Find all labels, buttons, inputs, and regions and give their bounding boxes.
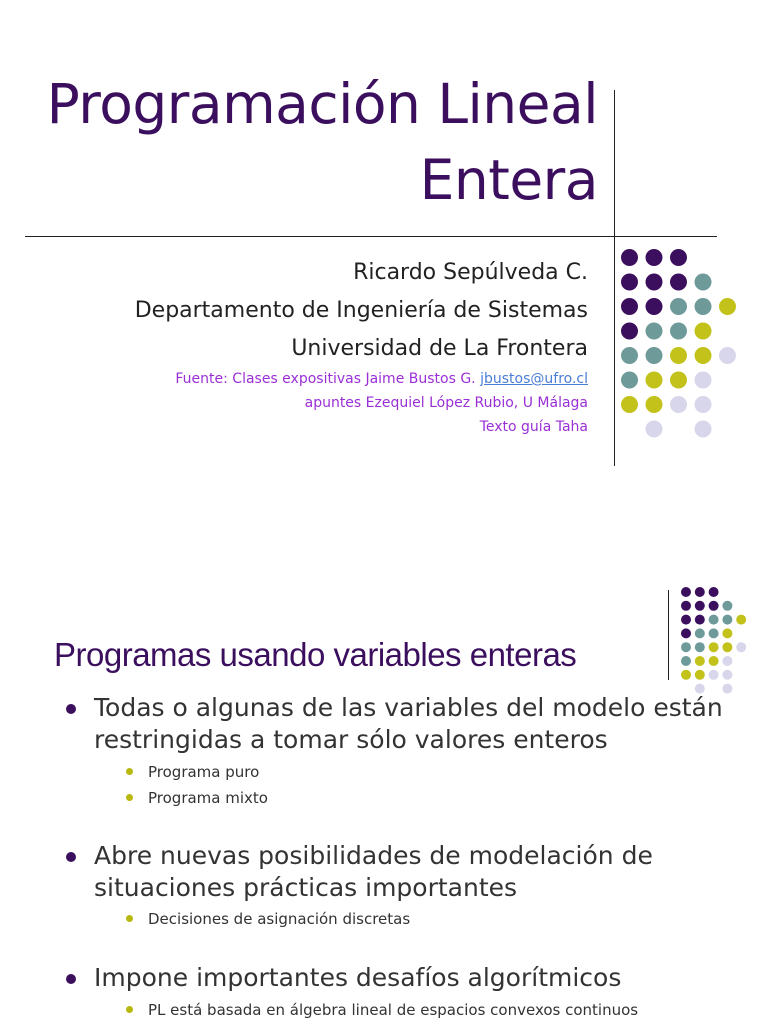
slide2-title: Programas usando variables enteras [54, 636, 577, 673]
decor-dot [695, 670, 705, 680]
decor-dot [736, 642, 746, 652]
decor-dot [722, 670, 732, 680]
decor-dot [646, 347, 663, 364]
source-line-1 [0, 371, 588, 387]
main-title [18, 66, 598, 218]
decor-dot [709, 642, 719, 652]
source-prefix: Fuente: Clases expositivas Jaime Bustos G. [175, 371, 481, 387]
decor-dot [670, 396, 687, 413]
decor-dot [681, 587, 691, 597]
author-name: Ricardo Sepúlveda C. [353, 260, 588, 285]
decor-dot [621, 396, 638, 413]
decor-dot [670, 347, 687, 364]
decor-dot [722, 656, 732, 666]
decor-dot [695, 587, 705, 597]
decor-dot [695, 421, 712, 438]
decor-dot [709, 670, 719, 680]
bullet-1: Todas o algunas de las variables del modelo están restringidas a tomar sólo valores enteros [94, 692, 734, 756]
bullet-3: Impone importantes desafíos algorítmicos [94, 962, 734, 994]
decor-dot [621, 274, 638, 291]
sub-bullet-1-2: Programa mixto [148, 789, 268, 807]
decor-dot [670, 298, 687, 315]
decor-dot [695, 642, 705, 652]
decor-dot [722, 628, 732, 638]
decor-dot [709, 601, 719, 611]
vertical-divider [614, 90, 615, 466]
decor-dot [646, 372, 663, 389]
decor-dot [621, 347, 638, 364]
decor-dot [646, 274, 663, 291]
decor-dot [621, 372, 638, 389]
source-email-link[interactable]: jbustos@ufro.cl [480, 371, 588, 387]
decor-dot [621, 298, 638, 315]
decor-dot [621, 249, 638, 266]
sub-bullet-3-1: PL está basada en álgebra lineal de espacios convexos continuos [148, 1001, 639, 1019]
decor-dot [670, 372, 687, 389]
dot-grid-icon-small [680, 586, 768, 698]
decor-dot [722, 601, 732, 611]
decor-dot [646, 396, 663, 413]
decor-dot [681, 601, 691, 611]
decor-dot [722, 615, 732, 625]
decor-dot [719, 298, 736, 315]
decor-dot [681, 642, 691, 652]
decor-dot [719, 347, 736, 364]
decor-dot [695, 372, 712, 389]
decor-dot [681, 656, 691, 666]
decor-dot [681, 670, 691, 680]
decor-dot [646, 421, 663, 438]
sub-bullet-2-1: Decisiones de asignación discretas [148, 910, 411, 928]
decor-dot [695, 323, 712, 340]
decor-dot [695, 298, 712, 315]
decor-dot [670, 249, 687, 266]
slide2-vertical-divider [668, 590, 669, 680]
decor-dot [695, 396, 712, 413]
decor-dot [646, 249, 663, 266]
university-name: Universidad de La Frontera [291, 336, 588, 361]
decor-dot [695, 656, 705, 666]
sub-bullet-1-1: Programa puro [148, 763, 260, 781]
decor-dot [736, 615, 746, 625]
decor-dot [681, 615, 691, 625]
department-name: Departamento de Ingeniería de Sistemas [134, 298, 588, 323]
decor-dot [646, 298, 663, 315]
decor-dot [695, 615, 705, 625]
decor-dot [695, 601, 705, 611]
decor-dot [709, 656, 719, 666]
dot-grid-icon [620, 248, 760, 438]
decor-dot [722, 642, 732, 652]
main-title-line1: Programación Lineal [46, 72, 598, 136]
decor-dot [681, 628, 691, 638]
decor-dot [695, 347, 712, 364]
decor-dot [695, 628, 705, 638]
bullet-2: Abre nuevas posibilidades de modelación de situaciones prácticas importantes [94, 840, 734, 904]
decor-dot [709, 615, 719, 625]
main-title-line2: Entera [419, 148, 598, 212]
decor-dot [670, 274, 687, 291]
source-line-3: Texto guía Taha [479, 419, 588, 435]
decor-dot [709, 587, 719, 597]
decor-dot [695, 274, 712, 291]
decor-dot [621, 323, 638, 340]
decor-dot [670, 323, 687, 340]
decor-dot [646, 323, 663, 340]
source-line-2: apuntes Ezequiel López Rubio, U Málaga [304, 395, 588, 411]
decor-dot [709, 628, 719, 638]
